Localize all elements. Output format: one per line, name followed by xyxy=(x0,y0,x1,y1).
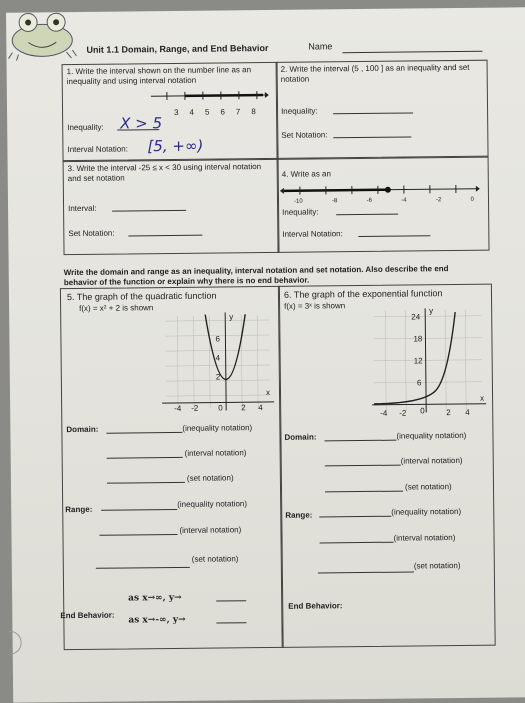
q4-tick-label: -2 xyxy=(436,197,441,203)
q6-prompt: 6. The graph of the exponential function xyxy=(284,288,443,301)
q5-hint-set: (set notation) xyxy=(187,473,234,483)
q5-range-hint-ineq: (inequality notation) xyxy=(177,499,247,510)
q6-axis-x: x xyxy=(480,394,484,403)
q4-inequality-label: Inequality: xyxy=(282,207,319,217)
q6-range-hint-interval: (interval notation) xyxy=(393,533,455,544)
q5-axis-x: x xyxy=(266,388,270,397)
name-line xyxy=(342,51,482,53)
q6-hint-set: (set notation) xyxy=(405,482,452,492)
q4-prompt: 4. Write as an xyxy=(282,169,331,180)
q4-tick-label: -4 xyxy=(401,198,406,204)
q1-inequality-answer: X > 5 xyxy=(120,114,162,132)
q3-interval-label: Interval: xyxy=(68,204,97,214)
q6-hint-interval: (interval notation) xyxy=(401,456,463,467)
q5-end-row1: as x→∞, y→ xyxy=(128,593,182,605)
q5-end-row2: as x→-∞, y→ xyxy=(128,615,185,627)
q5-axis-y: y xyxy=(229,312,233,321)
q6-hint-ineq: (inequality notation) xyxy=(396,431,466,442)
q6-ytick: 6 xyxy=(417,378,422,387)
q6-domain-label: Domain: xyxy=(284,432,316,442)
q5-range-label: Range: xyxy=(65,505,92,515)
q5-function: f(x) = x² + 2 is shown xyxy=(79,303,153,314)
q6-range-hint-set: (set notation) xyxy=(414,561,461,571)
q1-tick-label: 7 xyxy=(236,107,241,116)
q5-xtick: 2 xyxy=(241,403,246,412)
q1-interval-label: Interval Notation: xyxy=(67,144,128,155)
q1-tick-label: 8 xyxy=(251,107,256,116)
q4-tick-label: -10 xyxy=(294,199,303,205)
q5-xtick: -4 xyxy=(174,404,181,413)
q2-set-label: Set Notation: xyxy=(281,130,327,140)
q4-tick-label: -6 xyxy=(367,198,372,204)
q6-ytick: 18 xyxy=(413,334,422,343)
q6-axis-y: y xyxy=(429,306,433,315)
q6-range-hint-ineq: (inequality notation) xyxy=(391,507,461,518)
q6-function: f(x) = 3ˣ is shown xyxy=(284,301,345,312)
q5-hint-ineq: (inequality notation) xyxy=(182,423,252,434)
q2-inequality-label: Inequality: xyxy=(281,106,318,116)
q6-xtick: 2 xyxy=(446,408,451,417)
worksheet-page xyxy=(6,7,525,702)
q6-graph xyxy=(369,306,488,419)
q5-hint-interval: (interval notation) xyxy=(185,448,247,459)
q5-range-hint-interval: (interval notation) xyxy=(179,525,241,536)
q1-tick-label: 5 xyxy=(205,108,210,117)
q5-ytick: 2 xyxy=(216,372,221,381)
q5-end-label: End Behavior: xyxy=(60,611,114,622)
q1-tick-label: 3 xyxy=(174,108,179,117)
q1-prompt: 1. Write the interval shown on the number line as an inequality and using interval notation xyxy=(67,65,273,87)
instructions: Write the domain and range as an inequality, interval notation and set notation. Also describe the end behavior of the function or explain why there is no end behavior. xyxy=(64,264,484,288)
name-label: Name xyxy=(308,41,332,52)
q6-ytick: 12 xyxy=(414,356,423,365)
q6-xtick: 4 xyxy=(465,408,470,417)
q6-xtick: 0 xyxy=(420,406,425,415)
q6-xtick: -2 xyxy=(399,409,406,418)
q4-interval-label: Interval Notation: xyxy=(282,229,343,240)
q5-xtick: -2 xyxy=(191,404,198,413)
q1-inequality-label: Inequality: xyxy=(67,123,104,133)
frog-logo-icon xyxy=(6,8,79,61)
q5-prompt: 5. The graph of the quadratic function xyxy=(67,291,217,304)
q5-ytick: 6 xyxy=(215,334,220,343)
q5-ytick: 4 xyxy=(216,353,221,362)
q4-tick-label: 0 xyxy=(471,197,474,203)
worksheet-title: Unit 1.1 Domain, Range, and End Behavior xyxy=(86,43,268,56)
binder-hole xyxy=(8,631,21,655)
q3-set-label: Set Notation: xyxy=(68,229,114,239)
q5-range-hint-set: (set notation) xyxy=(192,554,239,564)
q2-prompt: 2. Write the interval (5 , 100 ] as an inequality and set notation xyxy=(281,63,483,85)
q1-tick-label: 4 xyxy=(189,108,194,117)
q6-xtick: -4 xyxy=(380,409,387,418)
q1-tick-label: 6 xyxy=(220,107,225,116)
q6-end-label: End Behavior: xyxy=(288,601,342,612)
q6-range-label: Range: xyxy=(285,511,312,521)
q5-xtick: 4 xyxy=(258,403,263,412)
q6-ytick: 24 xyxy=(411,312,420,321)
q4-tick-label: -8 xyxy=(332,198,337,204)
q3-prompt: 3. Write the interval -25 ≤ x < 30 using interval notation and set notation xyxy=(68,162,274,184)
q1-interval-answer: [5, +∞) xyxy=(147,137,203,156)
q5-domain-label: Domain: xyxy=(66,425,98,435)
q5-xtick: 0 xyxy=(218,403,223,412)
